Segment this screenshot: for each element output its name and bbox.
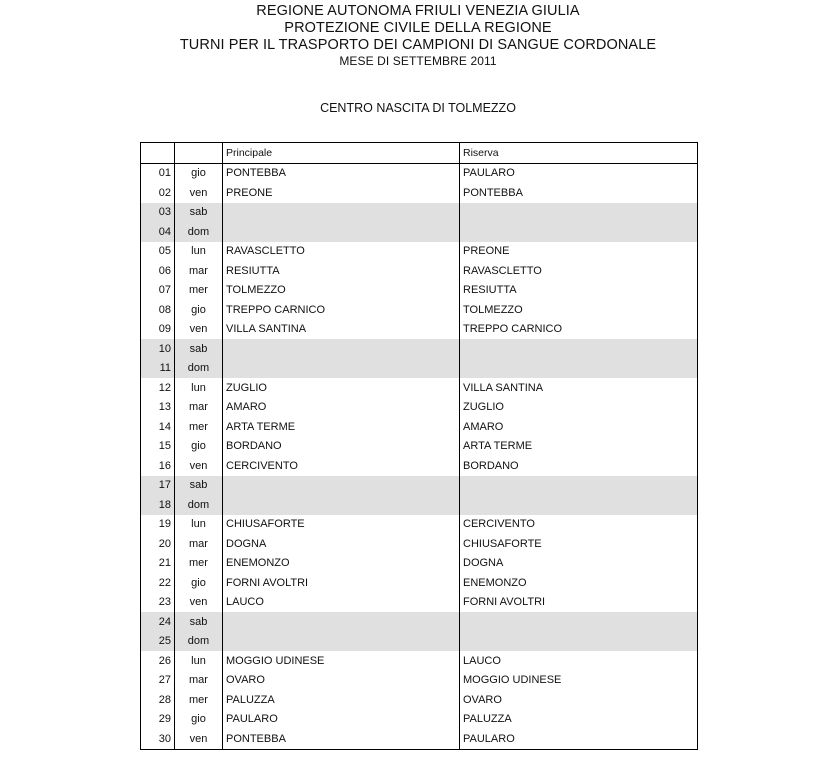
riserva-cell: ENEMONZO [460, 573, 698, 593]
riserva-cell: BORDANO [460, 456, 698, 476]
day-cell: 20 [141, 534, 175, 554]
weekday-cell: sab [175, 339, 223, 359]
day-cell: 18 [141, 495, 175, 515]
principale-cell: PONTEBBA [223, 729, 460, 749]
day-cell: 10 [141, 339, 175, 359]
weekday-cell: mer [175, 554, 223, 574]
table-row [141, 554, 698, 574]
riserva-cell: PONTEBBA [460, 183, 698, 203]
table-row [141, 163, 698, 183]
day-cell: 16 [141, 456, 175, 476]
table-row [141, 203, 698, 223]
weekday-cell: dom [175, 359, 223, 379]
principale-cell: OVARO [223, 671, 460, 691]
riserva-cell: TREPPO CARNICO [460, 320, 698, 340]
column-header-riserva: Riserva [460, 143, 698, 164]
riserva-cell [460, 476, 698, 496]
table-row [141, 612, 698, 632]
table-row [141, 242, 698, 262]
table-row [141, 261, 698, 281]
principale-cell: MOGGIO UDINESE [223, 651, 460, 671]
riserva-cell [460, 359, 698, 379]
weekday-cell: mer [175, 417, 223, 437]
table-row [141, 417, 698, 437]
day-cell: 17 [141, 476, 175, 496]
document-header [0, 3, 836, 68]
riserva-cell [460, 632, 698, 652]
principale-cell [223, 339, 460, 359]
table-row [141, 651, 698, 671]
day-cell: 29 [141, 710, 175, 730]
table-row [141, 690, 698, 710]
riserva-cell: ZUGLIO [460, 398, 698, 418]
weekday-cell: dom [175, 495, 223, 515]
riserva-cell [460, 222, 698, 242]
day-cell: 01 [141, 163, 175, 183]
day-cell: 24 [141, 612, 175, 632]
weekday-cell: ven [175, 183, 223, 203]
table-row [141, 593, 698, 613]
weekday-cell: mer [175, 281, 223, 301]
principale-cell: PALUZZA [223, 690, 460, 710]
riserva-cell: ARTA TERME [460, 437, 698, 457]
day-cell: 30 [141, 729, 175, 749]
weekday-cell: ven [175, 593, 223, 613]
principale-cell [223, 476, 460, 496]
principale-cell: AMARO [223, 398, 460, 418]
weekday-cell: sab [175, 203, 223, 223]
weekday-cell: gio [175, 163, 223, 183]
birth-center-title: CENTRO NASCITA DI TOLMEZZO [320, 101, 516, 115]
weekday-cell: lun [175, 242, 223, 262]
weekday-cell: mar [175, 534, 223, 554]
riserva-cell [460, 339, 698, 359]
day-cell: 05 [141, 242, 175, 262]
weekday-cell: gio [175, 710, 223, 730]
day-cell: 06 [141, 261, 175, 281]
principale-cell: ENEMONZO [223, 554, 460, 574]
header-region: REGIONE AUTONOMA FRIULI VENEZIA GIULIA [256, 3, 580, 19]
principale-cell: FORNI AVOLTRI [223, 573, 460, 593]
riserva-cell: PALUZZA [460, 710, 698, 730]
day-cell: 03 [141, 203, 175, 223]
weekday-cell: lun [175, 378, 223, 398]
table-row [141, 515, 698, 535]
day-cell: 11 [141, 359, 175, 379]
day-cell: 09 [141, 320, 175, 340]
principale-cell: RAVASCLETTO [223, 242, 460, 262]
principale-cell: TREPPO CARNICO [223, 300, 460, 320]
day-cell: 23 [141, 593, 175, 613]
principale-cell: VILLA SANTINA [223, 320, 460, 340]
day-cell: 19 [141, 515, 175, 535]
principale-cell [223, 495, 460, 515]
riserva-cell: RESIUTTA [460, 281, 698, 301]
riserva-cell: PAULARO [460, 163, 698, 183]
table-row [141, 183, 698, 203]
table-row [141, 339, 698, 359]
column-header-day [141, 143, 175, 164]
principale-cell [223, 632, 460, 652]
table-row [141, 359, 698, 379]
day-cell: 27 [141, 671, 175, 691]
principale-cell: CHIUSAFORTE [223, 515, 460, 535]
shift-table [140, 142, 698, 750]
weekday-cell: gio [175, 300, 223, 320]
riserva-cell: TOLMEZZO [460, 300, 698, 320]
header-civil-protection: PROTEZIONE CIVILE DELLA REGIONE [284, 20, 552, 36]
riserva-cell: MOGGIO UDINESE [460, 671, 698, 691]
table-row [141, 632, 698, 652]
weekday-cell: gio [175, 437, 223, 457]
principale-cell: TOLMEZZO [223, 281, 460, 301]
weekday-cell: mar [175, 671, 223, 691]
table-row [141, 378, 698, 398]
day-cell: 07 [141, 281, 175, 301]
day-cell: 02 [141, 183, 175, 203]
day-cell: 13 [141, 398, 175, 418]
riserva-cell [460, 612, 698, 632]
table-body [141, 163, 698, 749]
table-header-row [141, 143, 698, 164]
principale-cell: ZUGLIO [223, 378, 460, 398]
table-row [141, 437, 698, 457]
riserva-cell: CHIUSAFORTE [460, 534, 698, 554]
riserva-cell: PREONE [460, 242, 698, 262]
principale-cell: LAUCO [223, 593, 460, 613]
weekday-cell: mer [175, 690, 223, 710]
table-row [141, 222, 698, 242]
table-row [141, 398, 698, 418]
day-cell: 12 [141, 378, 175, 398]
principale-cell: ARTA TERME [223, 417, 460, 437]
weekday-cell: lun [175, 515, 223, 535]
principale-cell: BORDANO [223, 437, 460, 457]
table-row [141, 534, 698, 554]
weekday-cell: dom [175, 222, 223, 242]
weekday-cell: ven [175, 320, 223, 340]
riserva-cell: PAULARO [460, 729, 698, 749]
weekday-cell: sab [175, 612, 223, 632]
principale-cell: RESIUTTA [223, 261, 460, 281]
table-row [141, 300, 698, 320]
table-row [141, 456, 698, 476]
principale-cell [223, 612, 460, 632]
day-cell: 22 [141, 573, 175, 593]
riserva-cell [460, 203, 698, 223]
column-header-weekday [175, 143, 223, 164]
day-cell: 14 [141, 417, 175, 437]
day-cell: 08 [141, 300, 175, 320]
weekday-cell: gio [175, 573, 223, 593]
riserva-cell [460, 495, 698, 515]
day-cell: 21 [141, 554, 175, 574]
table-row [141, 573, 698, 593]
table-row [141, 710, 698, 730]
day-cell: 26 [141, 651, 175, 671]
riserva-cell: DOGNA [460, 554, 698, 574]
weekday-cell: ven [175, 729, 223, 749]
table-row [141, 495, 698, 515]
riserva-cell: OVARO [460, 690, 698, 710]
header-schedule-title: TURNI PER IL TRASPORTO DEI CAMPIONI DI SANGUE CORDONALE [179, 37, 657, 53]
principale-cell [223, 203, 460, 223]
weekday-cell: mar [175, 398, 223, 418]
principale-cell: PREONE [223, 183, 460, 203]
principale-cell [223, 359, 460, 379]
weekday-cell: lun [175, 651, 223, 671]
weekday-cell: sab [175, 476, 223, 496]
day-cell: 25 [141, 632, 175, 652]
riserva-cell: LAUCO [460, 651, 698, 671]
table-row [141, 671, 698, 691]
riserva-cell: FORNI AVOLTRI [460, 593, 698, 613]
riserva-cell: RAVASCLETTO [460, 261, 698, 281]
riserva-cell: VILLA SANTINA [460, 378, 698, 398]
day-cell: 04 [141, 222, 175, 242]
principale-cell [223, 222, 460, 242]
day-cell: 28 [141, 690, 175, 710]
day-cell: 15 [141, 437, 175, 457]
weekday-cell: dom [175, 632, 223, 652]
header-month: MESE DI SETTEMBRE 2011 [339, 54, 497, 68]
table-row [141, 320, 698, 340]
principale-cell: PONTEBBA [223, 163, 460, 183]
table-row [141, 281, 698, 301]
weekday-cell: ven [175, 456, 223, 476]
principale-cell: PAULARO [223, 710, 460, 730]
table-row [141, 476, 698, 496]
column-header-principale: Principale [223, 143, 460, 164]
principale-cell: DOGNA [223, 534, 460, 554]
riserva-cell: CERCIVENTO [460, 515, 698, 535]
weekday-cell: mar [175, 261, 223, 281]
riserva-cell: AMARO [460, 417, 698, 437]
principale-cell: CERCIVENTO [223, 456, 460, 476]
table-row [141, 729, 698, 749]
